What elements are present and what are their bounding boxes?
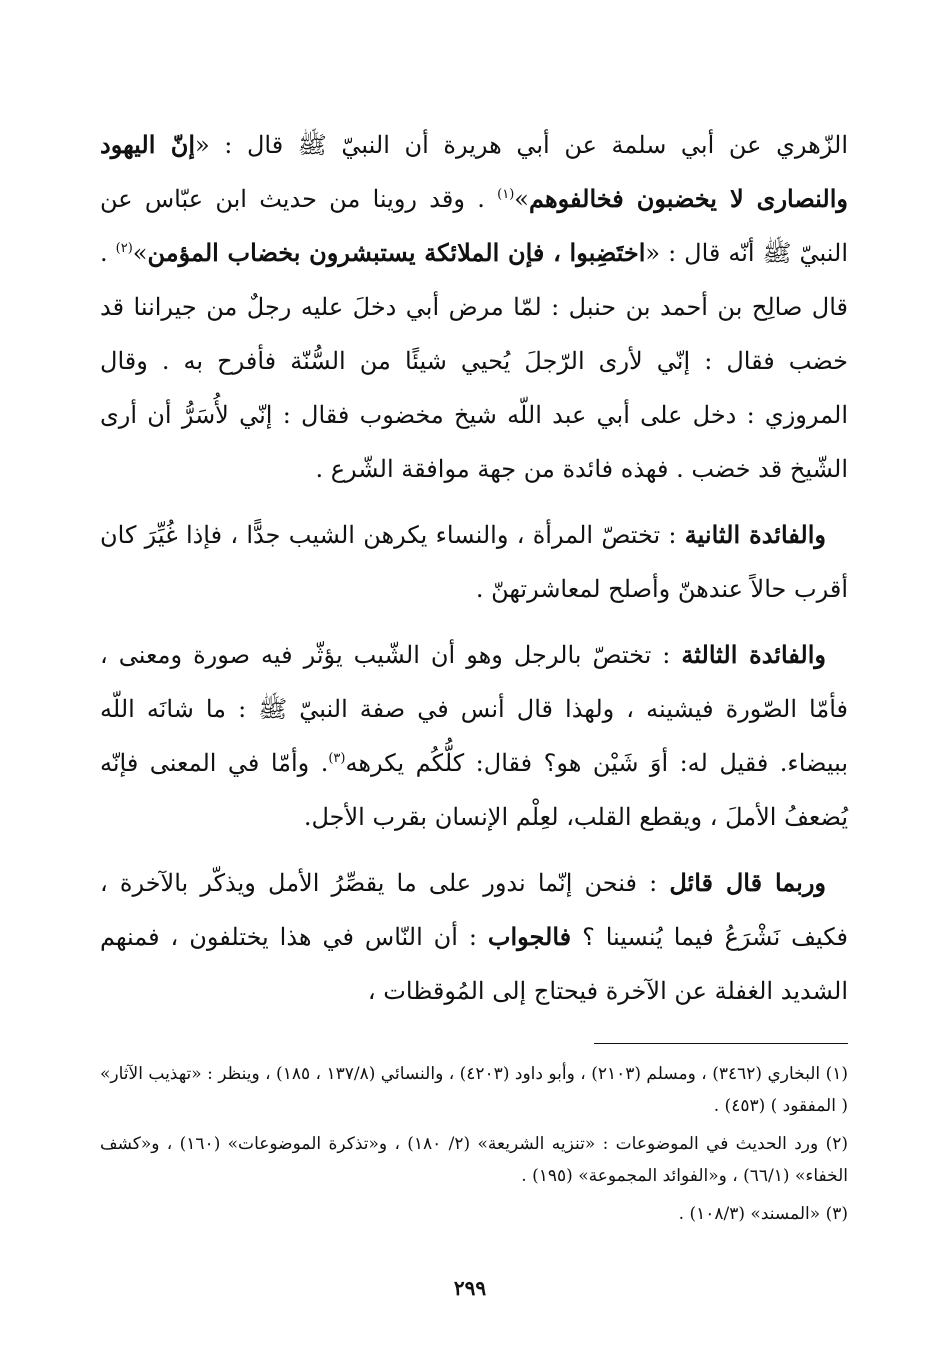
text-run: . وقد روينا من حديث ابن عبّاس عن النبيّ ﷺ أنّه قال : «	[100, 185, 849, 267]
text-run: الزّهري عن أبي سلمة عن أبي هريرة أن النبيّ ﷺ قال : «	[195, 131, 848, 159]
text-run: . وأمّا في المعنى فإنّه يُضعفُ الأملَ ، ويقطع القلب، لعِلْم الإنسان بقرب الأجل.	[100, 749, 848, 831]
footnote-ref-1[interactable]: (١)	[497, 187, 515, 202]
text-run: . قال صالِح بن أحمد بن حنبل : لمّا مرض أبي دخلَ عليه رجلٌ من جيراننا قد خضب فقال : إنّي لأرى الرّجلَ يُحيي شيئًا من السُّنّة فأفرح به . وقال المروزي : دخل على أبي عبد اللّه شيخ مخضوب فقال : إنّي لأُسَرُّ أن أرى الشّيخ قد خضب . فهذه فائدة من جهة موافقة الشّرع .	[100, 239, 848, 483]
text-run: »	[514, 185, 529, 213]
page-number: ٢٩٩	[453, 1276, 487, 1300]
answer-lead: فالجواب	[487, 922, 572, 951]
text-run: : فنحن إنّما ندور على ما يقصِّرُ الأمل ويذكّر بالآخرة ، فكيف نَشْرَعُ فيما يُنسينا ؟	[100, 869, 848, 951]
footnote-separator	[594, 1043, 848, 1044]
hadith-quote: اختَضِبوا ، فإن الملائكة يستبشرون بخضاب المؤمن	[147, 238, 646, 267]
section-lead: والفائدة الثانية	[684, 520, 826, 549]
footnote-ref-3[interactable]: (٣)	[328, 751, 346, 766]
section-lead: والفائدة الثالثة	[681, 640, 827, 669]
footnote-1: (١) البخاري (٣٤٦٢) ، ومسلم (٢١٠٣) ، وأبو داود (٤٢٠٣) ، والنسائي (١٣٧/٨ ، ١٨٥) ، وينظر : «تهذيب الآثار» ( المفقود ) (٤٥٣) .	[100, 1064, 848, 1116]
footnote-2: (٢) ورد الحديث في الموضوعات : «تنزيه الشريعة» (٢/ ١٨٠) ، و«تذكرة الموضوعات» (١٦٠) ، و«كشف الخفاء» (٦٦/١) ، و«الفوائد المجموعة» (١٩٥) .	[100, 1134, 848, 1186]
main-text	[100, 118, 848, 1018]
text-run: »	[132, 239, 148, 267]
hadith-quote: إنّ اليهود والنصارى لا يخضبون فخالفوهم	[100, 130, 848, 213]
paragraph-4	[100, 856, 848, 1018]
footnotes	[100, 1058, 848, 1236]
paragraph-1	[100, 118, 848, 496]
footnote-3: (٣) «المسند» (١٠٨/٣) .	[678, 1204, 848, 1224]
text-run: : تختصّ بالرجل وهو أن الشّيب يؤثّر فيه صورة ومعنى ، فأمّا الصّورة فيشينه ، ولهذا قال أنس في صفة النبيّ ﷺ : ما شانَه اللّه ببيضاء. فقيل له: أوَ شَيْن هو؟ فقال: كلُّكُم يكرهه	[100, 641, 848, 777]
paragraph-2	[100, 508, 848, 616]
text-run: : أن النّاس في هذا يختلفون ، فمنهم الشديد الغفلة عن الآخرة فيحتاج إلى المُوقظات ،	[100, 923, 848, 1005]
text-run: : تختصّ المرأة ، والنساء يكرهن الشيب جدًّا ، فإذا غُيِّرَ كان أقرب حالاً عندهنّ وأصلح لمعاشرتهنّ .	[100, 521, 848, 603]
paragraph-3	[100, 628, 848, 844]
footnote-ref-2[interactable]: (٢)	[115, 241, 133, 256]
section-lead: وربما قال قائل	[669, 868, 826, 897]
